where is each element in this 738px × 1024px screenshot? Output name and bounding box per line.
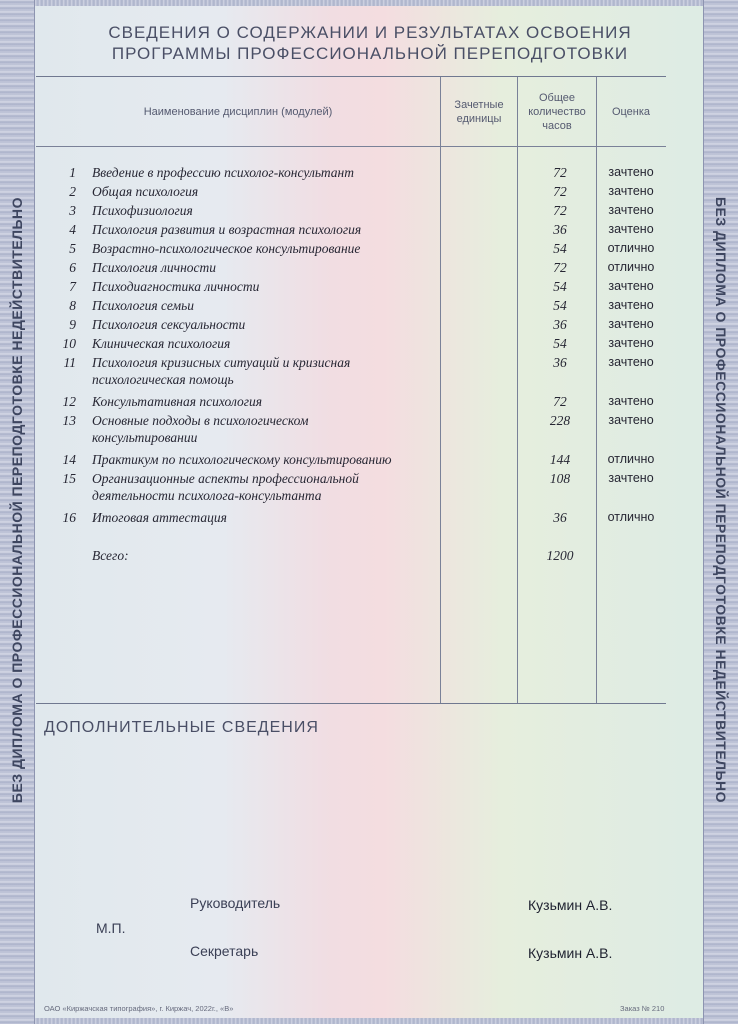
row-grade: зачтено (608, 203, 654, 217)
title-line-2: ПРОГРАММЫ ПРОФЕССИОНАЛЬНОЙ ПЕРЕПОДГОТОВКИ (111, 44, 629, 63)
row-grade: зачтено (608, 336, 654, 350)
frame-top-border (0, 0, 738, 6)
discipline-name-line: Психофизиология (92, 203, 193, 218)
row-hours: 228 (549, 413, 571, 428)
row-hours: 72 (553, 203, 567, 218)
row-grade: зачтено (608, 471, 654, 485)
discipline-name-line: Возрастно-психологическое консультирование (92, 241, 361, 256)
row-hours: 36 (553, 510, 567, 525)
row-discipline-name (92, 412, 437, 446)
printer-imprint: ОАО «Киржачская типография», г. Киржач, 2022г., «В» (44, 1004, 234, 1013)
row-discipline-name (92, 164, 437, 181)
row-number: 1 (69, 165, 76, 180)
discipline-name-line: Введение в профессию психолог-консультант (92, 165, 354, 180)
row-number: 4 (69, 222, 76, 237)
discipline-name-line: Организационные аспекты профессиональной (92, 471, 359, 486)
row-hours: 72 (553, 165, 567, 180)
row-grade: зачтено (608, 279, 654, 293)
row-number: 15 (62, 471, 76, 486)
row-hours: 144 (549, 452, 571, 467)
discipline-name-line: Консультативная психология (92, 394, 263, 409)
side-watermark-right: БЕЗ ДИПЛОМА О ПРОФЕССИОНАЛЬНОЙ ПЕРЕПОДГОТОВКЕ НЕДЕЙСТВИТЕЛЬНО (713, 196, 729, 804)
document-title (60, 22, 680, 64)
row-hours: 36 (553, 222, 567, 237)
row-hours: 72 (553, 260, 567, 275)
row-discipline-name (92, 509, 437, 526)
row-grade: отлично (607, 260, 655, 274)
row-number: 6 (69, 260, 76, 275)
total-label: Всего: (92, 548, 129, 563)
title-line-1: СВЕДЕНИЯ О СОДЕРЖАНИИ И РЕЗУЛЬТАТАХ ОСВОЕНИЯ (108, 23, 632, 42)
row-grade: отлично (607, 241, 655, 255)
row-grade: зачтено (608, 317, 654, 331)
discipline-name-line: Клиническая психология (92, 336, 231, 351)
row-discipline-name (92, 240, 437, 257)
row-grade: зачтено (608, 355, 654, 369)
discipline-name-line: Общая психология (92, 184, 199, 199)
discipline-name-line: Психодиагностика личности (92, 279, 260, 294)
row-number: 7 (69, 279, 76, 294)
column-divider (440, 77, 441, 703)
row-hours: 36 (553, 355, 567, 370)
header-grade: Оценка (611, 105, 651, 118)
row-discipline-name (92, 316, 437, 333)
seal-label: М.П. (96, 920, 126, 936)
row-grade: зачтено (608, 184, 654, 198)
director-label: Руководитель (190, 895, 281, 911)
row-number: 16 (62, 510, 76, 525)
discipline-name-line: психологическая помощь (92, 372, 234, 387)
row-number: 13 (62, 413, 76, 428)
row-hours: 72 (553, 394, 567, 409)
row-hours: 108 (549, 471, 571, 486)
column-divider (517, 77, 518, 703)
row-number: 2 (69, 184, 76, 199)
row-discipline-name (92, 470, 437, 504)
header-credits: Зачетные единицы (454, 98, 504, 125)
row-hours: 36 (553, 317, 567, 332)
row-discipline-name (92, 297, 437, 314)
row-grade: отлично (607, 452, 655, 466)
row-discipline-name (92, 393, 437, 410)
row-discipline-name (92, 259, 437, 276)
header-hours: Общее количество часов (528, 91, 586, 132)
header-divider (36, 146, 666, 147)
total-hours: 1200 (546, 548, 574, 563)
discipline-name-line: Психология семьи (92, 298, 195, 313)
discipline-name-line: деятельности психолога-консультанта (92, 488, 322, 503)
row-discipline-name (92, 354, 437, 388)
discipline-name-line: Психология личности (92, 260, 217, 275)
row-number: 9 (69, 317, 76, 332)
row-hours: 54 (553, 336, 567, 351)
row-grade: зачтено (608, 222, 654, 236)
row-number: 10 (62, 336, 76, 351)
discipline-name-line: Психология сексуальности (92, 317, 246, 332)
discipline-name-line: Психология кризисных ситуаций и кризисная (92, 355, 351, 370)
discipline-name-line: консультировании (92, 430, 198, 445)
row-number: 8 (69, 298, 76, 313)
row-number: 3 (69, 203, 76, 218)
discipline-name-line: Итоговая аттестация (92, 510, 227, 525)
row-number: 11 (63, 355, 76, 370)
frame-bottom-border (0, 1018, 738, 1024)
row-grade: зачтено (608, 394, 654, 408)
director-name: Кузьмин А.В. (528, 897, 613, 913)
row-grade: зачтено (608, 413, 654, 427)
row-discipline-name (92, 451, 437, 468)
secretary-label: Секретарь (190, 943, 259, 959)
additional-info-heading: ДОПОЛНИТЕЛЬНЫЕ СВЕДЕНИЯ (44, 719, 319, 736)
row-grade: зачтено (608, 298, 654, 312)
order-number: Заказ № 210 (620, 1004, 665, 1013)
row-discipline-name (92, 278, 437, 295)
disciplines-table (36, 76, 666, 704)
row-discipline-name (92, 183, 437, 200)
row-discipline-name (92, 221, 437, 238)
header-discipline: Наименование дисциплин (модулей) (143, 105, 333, 118)
discipline-name-line: Психология развития и возрастная психология (92, 222, 362, 237)
discipline-name-line: Основные подходы в психологическом (92, 413, 309, 428)
row-hours: 72 (553, 184, 567, 199)
row-discipline-name (92, 202, 437, 219)
row-number: 5 (69, 241, 76, 256)
row-hours: 54 (553, 298, 567, 313)
row-grade: зачтено (608, 165, 654, 179)
row-hours: 54 (553, 241, 567, 256)
secretary-name: Кузьмин А.В. (528, 945, 613, 961)
row-grade: отлично (607, 510, 655, 524)
discipline-name-line: Практикум по психологическому консультированию (92, 452, 392, 467)
row-number: 12 (62, 394, 76, 409)
row-hours: 54 (553, 279, 567, 294)
row-discipline-name (92, 335, 437, 352)
side-watermark-left: БЕЗ ДИПЛОМА О ПРОФЕССИОНАЛЬНОЙ ПЕРЕПОДГОТОВКЕ НЕДЕЙСТВИТЕЛЬНО (9, 196, 25, 804)
row-number: 14 (62, 452, 76, 467)
